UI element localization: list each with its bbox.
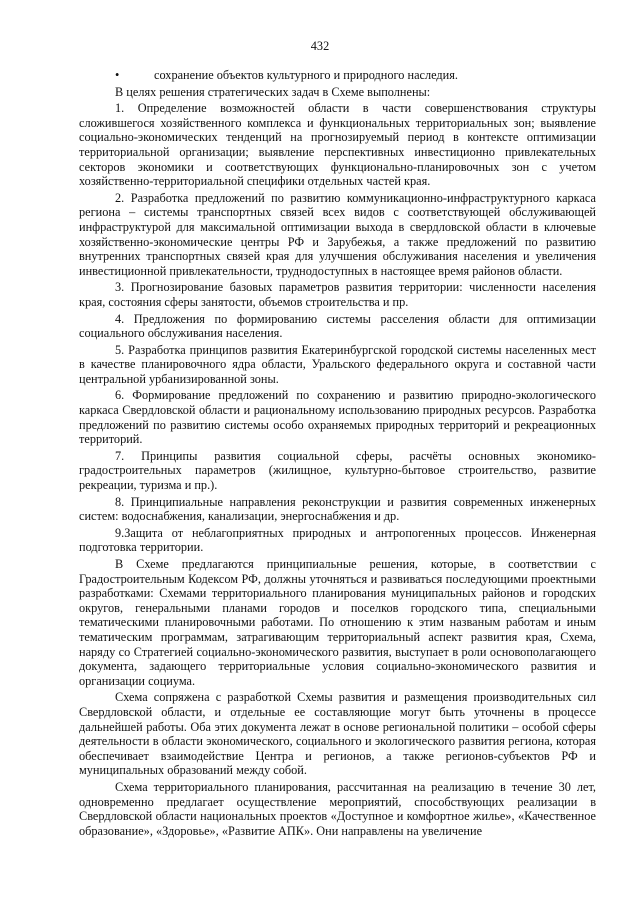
scheme-coupling-paragraph: Схема сопряжена с разработкой Схемы развития и размещения производительных сил Свердловской области, и отдельные ее составляющие могут быть уточнены в процессе дальнейшей работы. Оба этих документа лежат в основе региональной политики – особой сферы деятельности в области экономического, социального и экологического развития региона, которая обеспечивает взаимодействие Центра и регионов, а также регионов-субъектов РФ и муниципальных образований между собой. (79, 690, 596, 778)
intro-paragraph: В целях решения стратегических задач в Схеме выполнены: (115, 84, 431, 99)
item-4-paragraph: 4. Предложения по формированию системы расселения области для оптимизации социального обслуживания населения. (79, 311, 596, 341)
page-number: 432 (310, 39, 330, 53)
bullet-item (79, 68, 596, 83)
item-9-paragraph: 9.Защита от неблагоприятных природных и антропогенных процессов. Инженерная подготовка территории. (79, 525, 596, 555)
item-5-paragraph: 5. Разработка принципов развития Екатеринбургской городской системы населенных мест в качестве планировочного ядра области, Уральского федерального округа и составной части центральной урбанизированной зоны. (79, 342, 596, 386)
item-6-paragraph: 6. Формирование предложений по сохранению и развитию природно-экологического каркаса Свердловской области и рациональному использованию природных ресурсов. Разработка предложений по развитию системы особо охраняемых природных территорий и рекреационных территорий. (79, 388, 596, 447)
item-8-paragraph: 8. Принципиальные направления реконструкции и развития современных инженерных систем: водоснабжения, канализации, энергоснабжения и др. (79, 494, 596, 524)
bullet-mark: • (115, 68, 120, 82)
item-3-paragraph: 3. Прогнозирование базовых параметров развития территории: численности населения края, состояния сферы занятости, объемов строительства и пр. (79, 280, 596, 309)
document-body (79, 68, 596, 840)
item-2-paragraph: 2. Разработка предложений по развитию коммуникационно-инфраструктурного каркаса региона – системы транспортных связей всех видов с соответствующей обслуживающей инфраструктурой для максимальной оптимизации выхода в свердловской области в ключевые хозяйственно-экономические центры РФ и Зарубежья, а также предложений по развитию внутренних транспортных связей края для улучшения обслуживания населения и увеличения инвестиционной привлекательности, труднодоступных в настоящее время районов области. (79, 190, 596, 278)
item-1-paragraph: 1. Определение возможностей области в части совершенствования структуры сложившегося хозяйственного комплекса и функциональных территориальных зон; выявление социально-экономических тенденций на прогнозируемый период в контексте оптимизации территориальной организации; выявление перспективных инвестиционно привлекательных секторов экономики и соответствующих функционально-планировочных зон с учетом хозяйственно-территориальной специфики отдельных частей края. (79, 101, 596, 189)
scheme-planning-paragraph: Схема территориального планирования, рассчитанная на реализацию в течение 30 лет, одновременно предлагает осуществление мероприятий, способствующих реализации в Свердловской области национальных проектов «Доступное и комфортное жилье», «Качественное образование», «Здоровье», «Развитие АПК». Они направлены на увеличение (79, 779, 596, 838)
scheme-decisions-paragraph: В Схеме предлагаются принципиальные решения, которые, в соответствии с Градостроительным Кодексом РФ, должны уточняться и развиваться последующими проектными разработками: Схемами территориального планирования муниципальных районов и городских округов, генеральными планами городов и поселков городского типа, специальными тематическими планировочными работами. По отношению к этим названым работам и иным тематическим программам, затрагивающим территориальный аспект развития края, Схема, наряду со Стратегией социально-экономического развития, выступает в роли основополагающего документа, задающего территориальные условия социально-экономического развития и организации социума. (79, 557, 596, 688)
bullet-text: сохранение объектов культурного и природного наследия. (154, 68, 458, 82)
item-7-paragraph: 7. Принципы развития социальной сферы, расчёты основных экономико-градостроительных параметров (жилищное, культурно-бытовое строительство, развитие рекреации, туризма и пр.). (79, 448, 596, 493)
